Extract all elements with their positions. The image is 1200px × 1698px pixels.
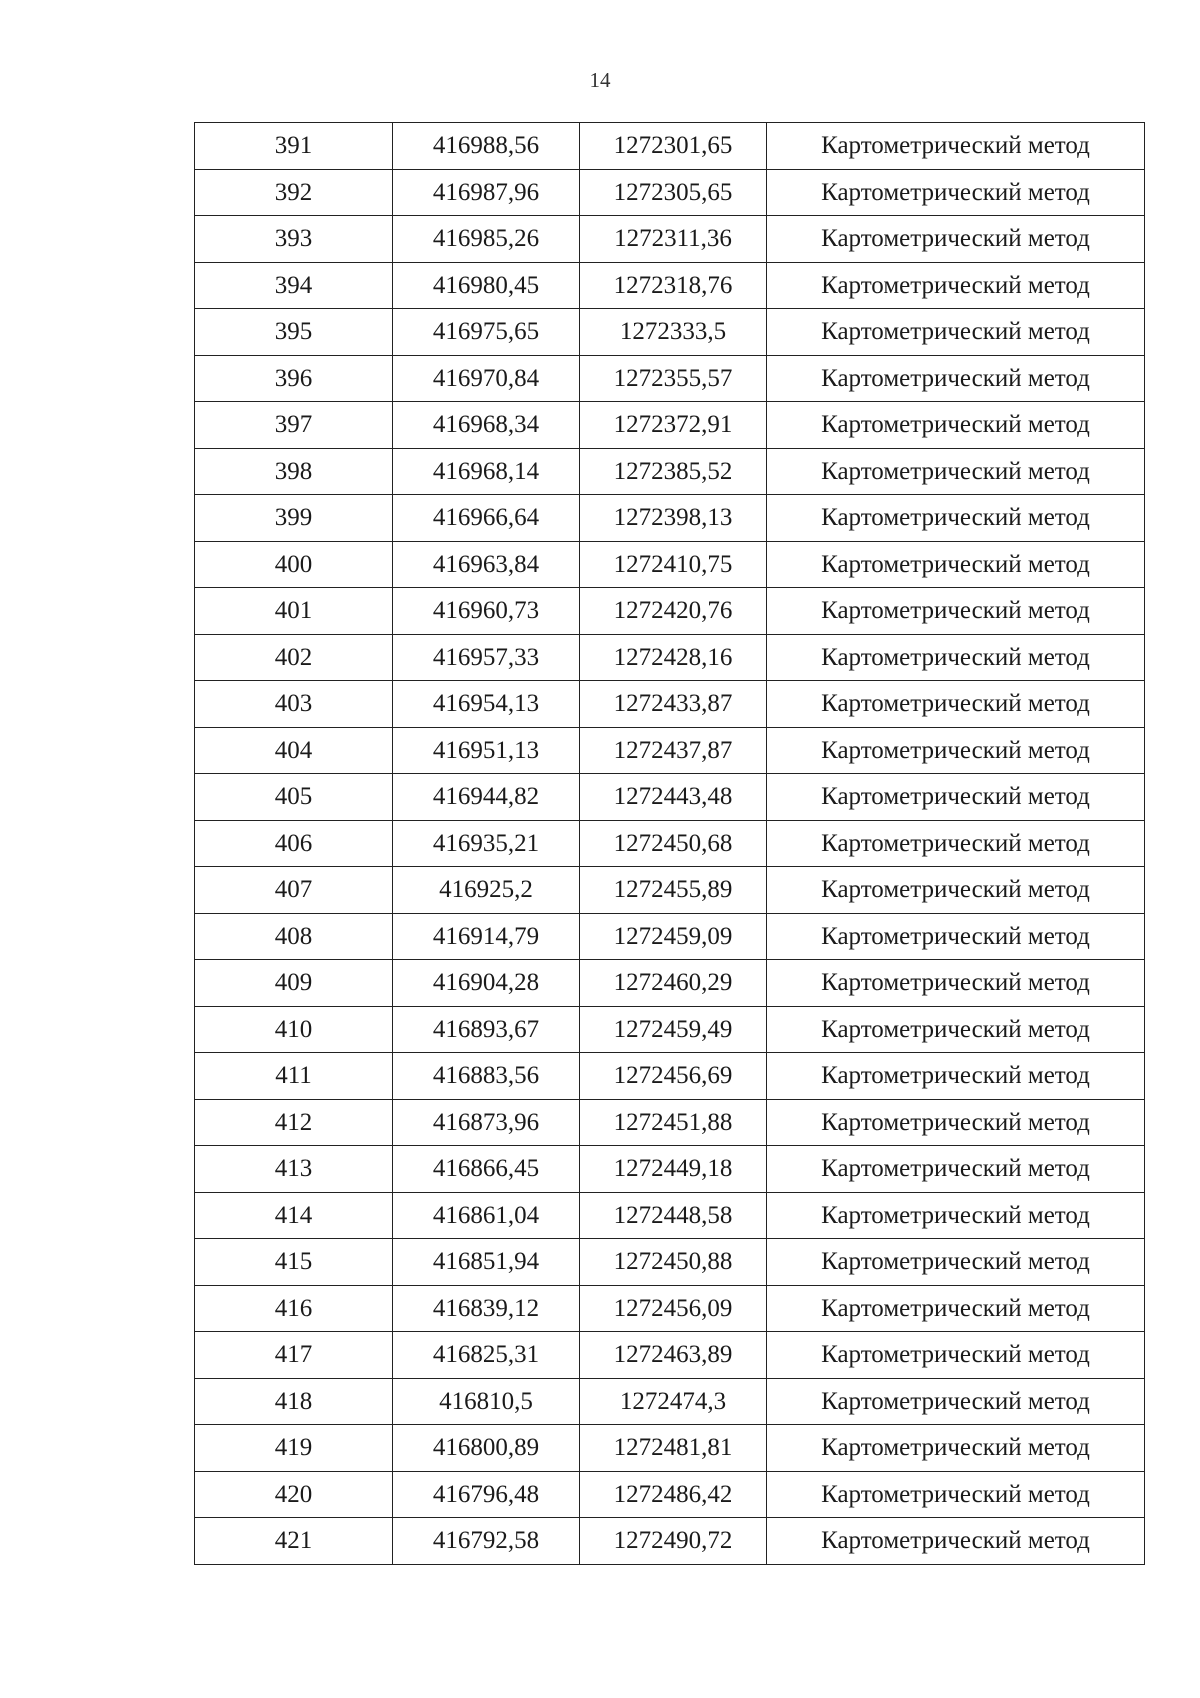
method-cell: Картометрический метод xyxy=(767,960,1145,1007)
y-coordinate-cell: 1272372,91 xyxy=(580,402,767,449)
method-cell: Картометрический метод xyxy=(767,1378,1145,1425)
table-row xyxy=(195,774,1145,821)
method-cell: Картометрический метод xyxy=(767,1192,1145,1239)
x-coordinate-cell: 416883,56 xyxy=(393,1053,580,1100)
method-cell: Картометрический метод xyxy=(767,820,1145,867)
point-number-cell: 402 xyxy=(195,634,393,681)
x-coordinate-cell: 416839,12 xyxy=(393,1285,580,1332)
method-cell: Картометрический метод xyxy=(767,216,1145,263)
x-coordinate-cell: 416970,84 xyxy=(393,355,580,402)
table-row xyxy=(195,309,1145,356)
point-number-cell: 414 xyxy=(195,1192,393,1239)
method-cell: Картометрический метод xyxy=(767,495,1145,542)
x-coordinate-cell: 416825,31 xyxy=(393,1332,580,1379)
point-number-cell: 392 xyxy=(195,169,393,216)
method-cell: Картометрический метод xyxy=(767,1146,1145,1193)
point-number-cell: 405 xyxy=(195,774,393,821)
table-row xyxy=(195,402,1145,449)
x-coordinate-cell: 416810,5 xyxy=(393,1378,580,1425)
y-coordinate-cell: 1272433,87 xyxy=(580,681,767,728)
method-cell: Картометрический метод xyxy=(767,1285,1145,1332)
x-coordinate-cell: 416968,34 xyxy=(393,402,580,449)
y-coordinate-cell: 1272311,36 xyxy=(580,216,767,263)
coordinates-table xyxy=(194,122,1145,1565)
x-coordinate-cell: 416866,45 xyxy=(393,1146,580,1193)
method-cell: Картометрический метод xyxy=(767,867,1145,914)
method-cell: Картометрический метод xyxy=(767,1239,1145,1286)
method-cell: Картометрический метод xyxy=(767,1053,1145,1100)
table-row xyxy=(195,1146,1145,1193)
y-coordinate-cell: 1272355,57 xyxy=(580,355,767,402)
table-row xyxy=(195,541,1145,588)
y-coordinate-cell: 1272450,68 xyxy=(580,820,767,867)
table-row xyxy=(195,1471,1145,1518)
x-coordinate-cell: 416851,94 xyxy=(393,1239,580,1286)
x-coordinate-cell: 416980,45 xyxy=(393,262,580,309)
point-number-cell: 393 xyxy=(195,216,393,263)
page-number: 14 xyxy=(589,68,611,92)
x-coordinate-cell: 416914,79 xyxy=(393,913,580,960)
table-row xyxy=(195,913,1145,960)
y-coordinate-cell: 1272428,16 xyxy=(580,634,767,681)
x-coordinate-cell: 416792,58 xyxy=(393,1518,580,1565)
y-coordinate-cell: 1272301,65 xyxy=(580,123,767,170)
method-cell: Картометрический метод xyxy=(767,913,1145,960)
x-coordinate-cell: 416987,96 xyxy=(393,169,580,216)
table-row xyxy=(195,867,1145,914)
table-row xyxy=(195,1378,1145,1425)
x-coordinate-cell: 416796,48 xyxy=(393,1471,580,1518)
y-coordinate-cell: 1272459,09 xyxy=(580,913,767,960)
method-cell: Картометрический метод xyxy=(767,588,1145,635)
x-coordinate-cell: 416944,82 xyxy=(393,774,580,821)
method-cell: Картометрический метод xyxy=(767,355,1145,402)
point-number-cell: 410 xyxy=(195,1006,393,1053)
x-coordinate-cell: 416957,33 xyxy=(393,634,580,681)
method-cell: Картометрический метод xyxy=(767,1471,1145,1518)
y-coordinate-cell: 1272456,69 xyxy=(580,1053,767,1100)
method-cell: Картометрический метод xyxy=(767,169,1145,216)
x-coordinate-cell: 416935,21 xyxy=(393,820,580,867)
table-row xyxy=(195,1425,1145,1472)
x-coordinate-cell: 416985,26 xyxy=(393,216,580,263)
point-number-cell: 407 xyxy=(195,867,393,914)
x-coordinate-cell: 416893,67 xyxy=(393,1006,580,1053)
point-number-cell: 394 xyxy=(195,262,393,309)
point-number-cell: 391 xyxy=(195,123,393,170)
x-coordinate-cell: 416960,73 xyxy=(393,588,580,635)
table-row xyxy=(195,123,1145,170)
point-number-cell: 398 xyxy=(195,448,393,495)
table-row xyxy=(195,355,1145,402)
method-cell: Картометрический метод xyxy=(767,541,1145,588)
point-number-cell: 420 xyxy=(195,1471,393,1518)
table-row xyxy=(195,634,1145,681)
y-coordinate-cell: 1272451,88 xyxy=(580,1099,767,1146)
point-number-cell: 412 xyxy=(195,1099,393,1146)
y-coordinate-cell: 1272443,48 xyxy=(580,774,767,821)
table-row xyxy=(195,588,1145,635)
table-row xyxy=(195,1332,1145,1379)
y-coordinate-cell: 1272463,89 xyxy=(580,1332,767,1379)
method-cell: Картометрический метод xyxy=(767,1518,1145,1565)
table-row xyxy=(195,448,1145,495)
table-row xyxy=(195,1006,1145,1053)
y-coordinate-cell: 1272486,42 xyxy=(580,1471,767,1518)
point-number-cell: 415 xyxy=(195,1239,393,1286)
table-row xyxy=(195,495,1145,542)
table-row xyxy=(195,727,1145,774)
x-coordinate-cell: 416966,64 xyxy=(393,495,580,542)
point-number-cell: 400 xyxy=(195,541,393,588)
point-number-cell: 395 xyxy=(195,309,393,356)
x-coordinate-cell: 416861,04 xyxy=(393,1192,580,1239)
table-row xyxy=(195,262,1145,309)
y-coordinate-cell: 1272448,58 xyxy=(580,1192,767,1239)
coordinates-table-body xyxy=(195,123,1145,1565)
x-coordinate-cell: 416968,14 xyxy=(393,448,580,495)
y-coordinate-cell: 1272385,52 xyxy=(580,448,767,495)
point-number-cell: 401 xyxy=(195,588,393,635)
y-coordinate-cell: 1272420,76 xyxy=(580,588,767,635)
point-number-cell: 419 xyxy=(195,1425,393,1472)
table-row xyxy=(195,216,1145,263)
table-row xyxy=(195,960,1145,1007)
x-coordinate-cell: 416988,56 xyxy=(393,123,580,170)
point-number-cell: 418 xyxy=(195,1378,393,1425)
point-number-cell: 411 xyxy=(195,1053,393,1100)
y-coordinate-cell: 1272410,75 xyxy=(580,541,767,588)
method-cell: Картометрический метод xyxy=(767,262,1145,309)
x-coordinate-cell: 416873,96 xyxy=(393,1099,580,1146)
y-coordinate-cell: 1272450,88 xyxy=(580,1239,767,1286)
method-cell: Картометрический метод xyxy=(767,727,1145,774)
table-row xyxy=(195,1518,1145,1565)
x-coordinate-cell: 416954,13 xyxy=(393,681,580,728)
y-coordinate-cell: 1272460,29 xyxy=(580,960,767,1007)
x-coordinate-cell: 416904,28 xyxy=(393,960,580,1007)
method-cell: Картометрический метод xyxy=(767,681,1145,728)
y-coordinate-cell: 1272305,65 xyxy=(580,169,767,216)
table-row xyxy=(195,169,1145,216)
method-cell: Картометрический метод xyxy=(767,448,1145,495)
table-row xyxy=(195,1099,1145,1146)
table-row xyxy=(195,1239,1145,1286)
point-number-cell: 396 xyxy=(195,355,393,402)
y-coordinate-cell: 1272459,49 xyxy=(580,1006,767,1053)
y-coordinate-cell: 1272455,89 xyxy=(580,867,767,914)
point-number-cell: 409 xyxy=(195,960,393,1007)
point-number-cell: 403 xyxy=(195,681,393,728)
method-cell: Картометрический метод xyxy=(767,123,1145,170)
point-number-cell: 404 xyxy=(195,727,393,774)
table-row xyxy=(195,820,1145,867)
method-cell: Картометрический метод xyxy=(767,1099,1145,1146)
y-coordinate-cell: 1272449,18 xyxy=(580,1146,767,1193)
y-coordinate-cell: 1272333,5 xyxy=(580,309,767,356)
point-number-cell: 399 xyxy=(195,495,393,542)
y-coordinate-cell: 1272398,13 xyxy=(580,495,767,542)
table-row xyxy=(195,681,1145,728)
x-coordinate-cell: 416951,13 xyxy=(393,727,580,774)
method-cell: Картометрический метод xyxy=(767,402,1145,449)
point-number-cell: 417 xyxy=(195,1332,393,1379)
y-coordinate-cell: 1272474,3 xyxy=(580,1378,767,1425)
x-coordinate-cell: 416975,65 xyxy=(393,309,580,356)
y-coordinate-cell: 1272481,81 xyxy=(580,1425,767,1472)
method-cell: Картометрический метод xyxy=(767,634,1145,681)
point-number-cell: 416 xyxy=(195,1285,393,1332)
table-row xyxy=(195,1285,1145,1332)
y-coordinate-cell: 1272437,87 xyxy=(580,727,767,774)
point-number-cell: 408 xyxy=(195,913,393,960)
y-coordinate-cell: 1272490,72 xyxy=(580,1518,767,1565)
method-cell: Картометрический метод xyxy=(767,774,1145,821)
point-number-cell: 406 xyxy=(195,820,393,867)
x-coordinate-cell: 416963,84 xyxy=(393,541,580,588)
method-cell: Картометрический метод xyxy=(767,1425,1145,1472)
point-number-cell: 413 xyxy=(195,1146,393,1193)
method-cell: Картометрический метод xyxy=(767,309,1145,356)
x-coordinate-cell: 416800,89 xyxy=(393,1425,580,1472)
table-row xyxy=(195,1053,1145,1100)
method-cell: Картометрический метод xyxy=(767,1332,1145,1379)
x-coordinate-cell: 416925,2 xyxy=(393,867,580,914)
table-row xyxy=(195,1192,1145,1239)
point-number-cell: 421 xyxy=(195,1518,393,1565)
point-number-cell: 397 xyxy=(195,402,393,449)
y-coordinate-cell: 1272456,09 xyxy=(580,1285,767,1332)
method-cell: Картометрический метод xyxy=(767,1006,1145,1053)
y-coordinate-cell: 1272318,76 xyxy=(580,262,767,309)
